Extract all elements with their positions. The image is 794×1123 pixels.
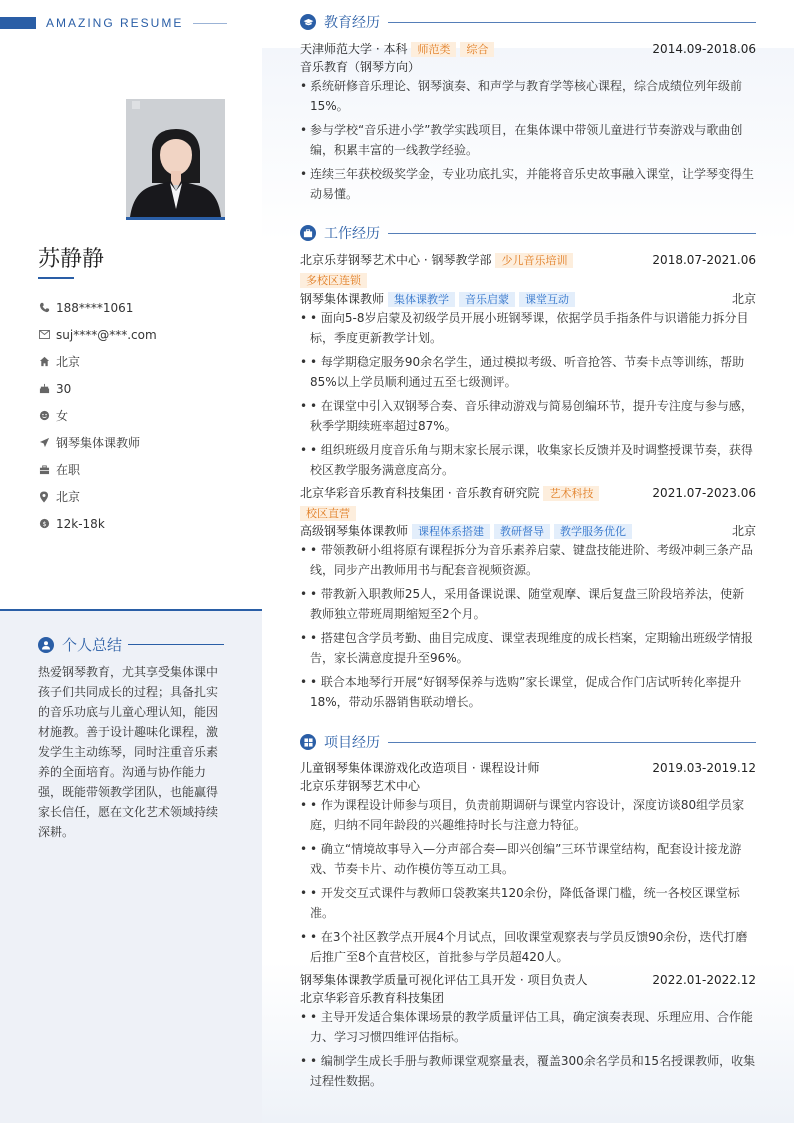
list-item: • • 面向5-8岁启蒙及初级学员开展小班钢琴课，依据学员手指条件与识谱能力拆分目标，季度更新教学计划。: [300, 308, 756, 348]
home-icon: [38, 356, 50, 368]
mail-icon: [38, 329, 50, 341]
projects-title-line: [388, 742, 756, 743]
project-org: 北京乐芽钢琴艺术中心: [300, 779, 421, 793]
education-school-row: [300, 40, 756, 58]
name-underline: [38, 277, 74, 279]
list-item: • • 联合本地琴行开展“好钢琴保养与选购”家长课堂，促成合作门店试听转化率提升18%，带动乐器销售联动增长。: [300, 672, 756, 712]
job-position: 高级钢琴集体课教师: [300, 524, 409, 538]
grid-icon: [300, 734, 316, 750]
phone-icon: [38, 302, 50, 314]
info-location: [38, 483, 248, 510]
list-item: • • 主导开发适合集体课场景的教学质量评估工具，确定演奏表现、乐理应用、合作能力、学习习惯四维评估指标。: [300, 1007, 756, 1047]
info-gender-text: 女: [56, 409, 69, 423]
list-item: • • 带领教研小组将原有课程拆分为音乐素养启蒙、键盘技能进阶、考级冲刺三条产品线，同步产出教师用书与配套音视频资源。: [300, 540, 756, 580]
summary-header: [38, 634, 224, 655]
education-major: 音乐教育（钢琴方向）: [300, 60, 421, 74]
job-date: 2021.07-2023.06: [652, 486, 756, 500]
info-location-text: 北京: [56, 490, 81, 504]
send-icon: [38, 437, 50, 449]
work-header: [300, 223, 756, 243]
education-tag: 师范类: [411, 42, 456, 57]
list-item: • • 作为课程设计师参与项目，负责前期调研与课堂内容设计，深度访谈80组学员家庭，归纳不同年龄段的兴趣维持时长与注意力特征。: [300, 795, 756, 835]
list-item: • • 确立“情境故事导入—分声部合奏—即兴创编”三环节课堂结构，配套设计接龙游戏、节奏卡片、动作模仿等互动工具。: [300, 839, 756, 879]
summary-title: 个人总结: [62, 636, 123, 654]
list-item: • • 组织班级月度音乐角与期末家长展示课，收集家长反馈并及时调整授课节奏，获得校区教学服务满意度高分。: [300, 440, 756, 480]
job-company-tag-row: [300, 506, 356, 521]
cake-icon: [38, 383, 50, 395]
project-date: 2019.03-2019.12: [652, 761, 756, 775]
list-item: • • 编制学生成长手册与教师课堂观察量表，覆盖300余名学员和15名授课教师，收集过程性数据。: [300, 1051, 756, 1091]
project-bullets: [300, 795, 756, 971]
job-bullets: [300, 540, 756, 716]
list-item: • • 在课堂中引入双钢琴合奏、音乐律动游戏与简易创编环节，提升专注度与参与感，秋季学期续班率超过87%。: [300, 396, 756, 436]
project-org-row: [300, 989, 756, 1007]
list-item: • • 搭建包含学员考勤、曲目完成度、课堂表现维度的成长档案，定期输出班级学情报告，家长满意度提升至96%。: [300, 628, 756, 668]
svg-text:$: $: [41, 519, 47, 528]
job-date: 2018.07-2021.06: [652, 253, 756, 267]
briefcase-icon: [38, 464, 50, 476]
job-company: 北京乐芽钢琴艺术中心 · 钢琴教学部: [300, 253, 492, 267]
info-position-text: 钢琴集体课教师: [56, 436, 141, 450]
job-position-tag: 音乐启蒙: [459, 292, 515, 307]
job-company-row: [300, 251, 756, 269]
brand-header: [0, 14, 227, 32]
list-item: • 系统研修音乐理论、钢琴演奏、和声学与教育学等核心课程，综合成绩位列年级前15%。: [300, 76, 756, 116]
education-major-row: [300, 58, 756, 76]
job-company-tag: 校区直营: [300, 506, 356, 521]
salary-icon: [38, 518, 50, 530]
project-date: 2022.01-2022.12: [652, 973, 756, 987]
list-item: • • 在3个社区教学点开展4个月试点，回收课堂观察表与学员反馈90余份，迭代打磨后推广至8个直营校区，首批参与学员超420人。: [300, 927, 756, 967]
job-company-tag-row: [300, 273, 367, 288]
projects-header: [300, 732, 756, 752]
job-company: 北京华彩音乐教育科技集团 · 音乐教育研究院: [300, 486, 540, 500]
brand-line: [193, 23, 227, 24]
gender-icon: [38, 410, 50, 422]
job-position-row: [300, 290, 756, 308]
work-title: 工作经历: [324, 226, 380, 242]
projects-title: 项目经历: [324, 735, 380, 751]
job-position: 钢琴集体课教师: [300, 292, 385, 306]
avatar: [126, 99, 225, 220]
info-email-text: suj****@***.com: [56, 327, 157, 342]
job-position-tag: 教研督导: [494, 524, 550, 539]
info-age-text: 30: [56, 381, 72, 396]
brand-text: AMAZING RESUME: [46, 16, 184, 30]
education-header: [300, 12, 756, 32]
job-position-tag: 集体课教学: [388, 292, 455, 307]
job-company-tag: 少儿音乐培训: [495, 253, 573, 268]
info-email: [38, 321, 248, 348]
job-position-tag: 课堂互动: [519, 292, 575, 307]
info-gender: [38, 402, 248, 429]
graduation-cap-icon: [300, 14, 316, 30]
summary-title-line: [128, 644, 224, 645]
profile-name: 苏静静: [38, 247, 105, 272]
summary-text: 热爱钢琴教育，尤其享受集体课中孩子们共同成长的过程；具备扎实的音乐功底与儿童心理认知，能因材施教。善于设计趣味化课程，激发学生主动练琴，同时注重音乐素养的全面培育。沟通与协作能力强，既能带领教学团队，也能赢得家长信任，愿在文化艺术领域持续深耕。: [38, 665, 219, 839]
job-position-row: [300, 522, 756, 540]
info-salary-text: 12k-18k: [56, 516, 105, 531]
job-city: 北京: [731, 292, 756, 306]
location-icon: [38, 491, 50, 503]
project-bullets: [300, 1007, 756, 1095]
profile-info-list: [38, 294, 248, 537]
job-company-row: [300, 484, 756, 502]
info-age: [38, 375, 248, 402]
education-title-line: [388, 22, 756, 23]
project-org: 北京华彩音乐教育科技集团: [300, 991, 445, 1005]
info-phone: [38, 294, 248, 321]
job-company-tag: 多校区连锁: [300, 273, 367, 288]
list-item: • • 每学期稳定服务90余名学生，通过模拟考级、听音抢答、节奏卡点等训练，帮助85%以上学员顺利通过五至七级测评。: [300, 352, 756, 392]
education-bullets: [300, 76, 756, 208]
info-salary: [38, 510, 248, 537]
work-title-line: [388, 233, 756, 234]
education-tag: 综合: [460, 42, 494, 57]
job-position-tag: 教学服务优化: [554, 524, 632, 539]
project-org-row: [300, 777, 756, 795]
project-name-row: [300, 971, 756, 989]
job-city: 北京: [731, 524, 756, 538]
education-date: 2014.09-2018.06: [652, 42, 756, 56]
list-item: • 参与学校“音乐进小学”教学实践项目，在集体课中带领儿童进行节奏游戏与歌曲创编，积累丰富的一线教学经验。: [300, 120, 756, 160]
info-position: [38, 429, 248, 456]
portrait-image: [126, 99, 225, 217]
list-item: • • 开发交互式课件与教师口袋教案共120余份，降低备课门槛，统一各校区课堂标准。: [300, 883, 756, 923]
job-position-tag: 课程体系搭建: [412, 524, 490, 539]
list-item: • • 带教新入职教师25人，采用备课说课、随堂观摩、课后复盘三阶段培养法，使新教师独立带班周期缩短至2个月。: [300, 584, 756, 624]
education-school: 天津师范大学 · 本科: [300, 42, 408, 56]
info-status: [38, 456, 248, 483]
info-home-text: 北京: [56, 355, 81, 369]
brand-bar: [0, 17, 36, 29]
job-bullets: [300, 308, 756, 484]
user-icon: [38, 637, 54, 653]
info-phone-text: 188****1061: [56, 300, 134, 315]
list-item: • 连续三年获校级奖学金，专业功底扎实，并能将音乐史故事融入课堂，让学琴变得生动易懂。: [300, 164, 756, 204]
info-home: [38, 348, 248, 375]
briefcase-icon: [300, 225, 316, 241]
job-company-tag: 艺术科技: [543, 486, 599, 501]
project-name: 钢琴集体课教学质量可视化评估工具开发 · 项目负责人: [300, 973, 588, 987]
education-title: 教育经历: [324, 15, 380, 31]
project-name-row: [300, 759, 756, 777]
project-name: 儿童钢琴集体课游戏化改造项目 · 课程设计师: [300, 761, 540, 775]
info-status-text: 在职: [56, 463, 81, 477]
